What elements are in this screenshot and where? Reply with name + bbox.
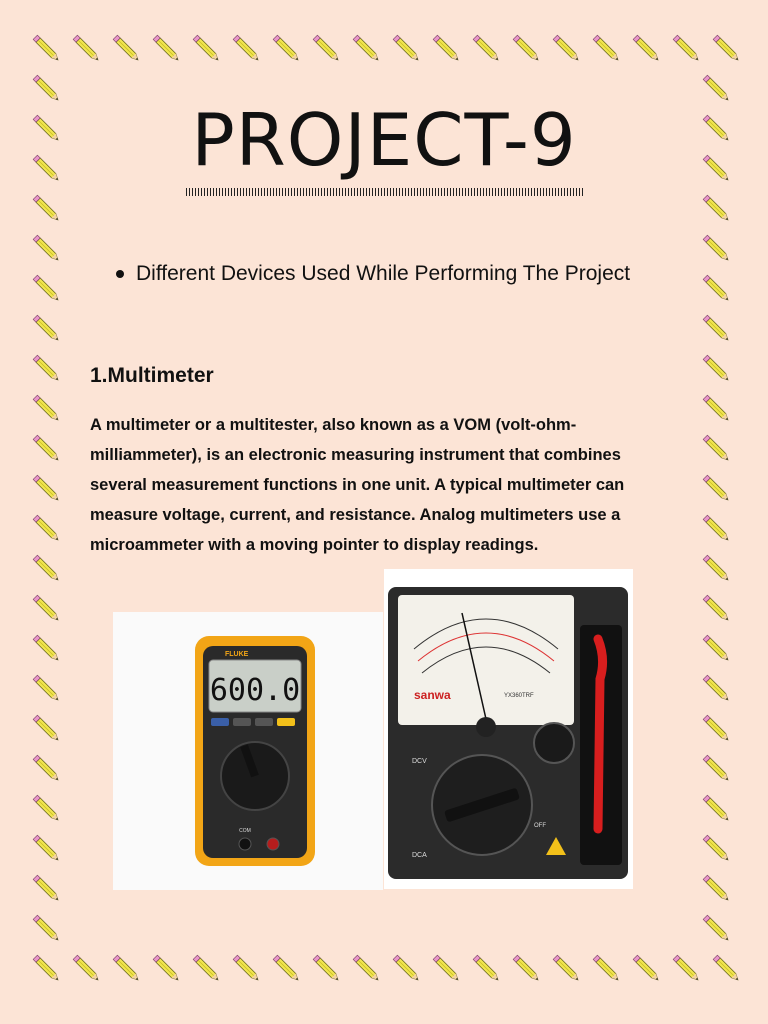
meter-brand-text: FLUKE: [225, 651, 249, 658]
pencil-icon: [703, 715, 730, 742]
pencil-icon: [273, 955, 300, 982]
pencil-icon: [153, 35, 180, 62]
pencil-icon: [353, 955, 380, 982]
pencil-icon: [33, 275, 60, 302]
pencil-icon: [703, 595, 730, 622]
pencil-icon: [33, 235, 60, 262]
pencil-icon: [33, 955, 60, 982]
pencil-icon: [113, 955, 140, 982]
pencil-icon: [673, 35, 700, 62]
meter-display-text: 600.0: [209, 673, 301, 708]
pencil-icon: [73, 35, 100, 62]
pencil-icon: [673, 955, 700, 982]
pencil-icon: [393, 955, 420, 982]
pencil-icon: [33, 355, 60, 382]
pencil-icon: [703, 395, 730, 422]
pencil-icon: [703, 635, 730, 662]
pencil-icon: [33, 75, 60, 102]
pencil-icon: [33, 795, 60, 822]
pencil-icon: [33, 675, 60, 702]
bullet-item: [116, 256, 656, 292]
pencil-icon: [633, 35, 660, 62]
bullet-dot-icon: [116, 270, 124, 278]
analog-dca-label: DCA: [412, 852, 427, 859]
pencil-icon: [33, 475, 60, 502]
pencil-icon: [703, 75, 730, 102]
pencil-icon: [33, 395, 60, 422]
pencil-icon: [703, 835, 730, 862]
analog-model-text: YX360TRF: [504, 693, 534, 699]
pencil-icon: [33, 35, 60, 62]
pencil-icon: [313, 35, 340, 62]
pencil-icon: [33, 875, 60, 902]
pencil-icon: [33, 715, 60, 742]
pencil-icon: [553, 35, 580, 62]
pencil-icon: [703, 275, 730, 302]
pencil-icon: [513, 35, 540, 62]
pencil-icon: [113, 35, 140, 62]
analog-dcv-label: DCV: [412, 758, 427, 765]
section-heading: 1.Multimeter: [90, 364, 214, 387]
pencil-icon: [433, 35, 460, 62]
pencil-icon: [33, 195, 60, 222]
pencil-icon: [33, 635, 60, 662]
pencil-icon: [313, 955, 340, 982]
analog-multimeter-illustration: [384, 569, 633, 889]
pencil-icon: [353, 35, 380, 62]
pencil-icon: [703, 675, 730, 702]
pencil-icon: [33, 915, 60, 942]
pencil-icon: [703, 755, 730, 782]
analog-off-label: OFF: [534, 823, 546, 829]
pencil-icon: [703, 235, 730, 262]
pencil-icon: [233, 955, 260, 982]
pencil-icon: [33, 315, 60, 342]
pencil-icon: [553, 955, 580, 982]
pencil-icon: [593, 955, 620, 982]
pencil-icon: [513, 955, 540, 982]
pencil-icon: [703, 795, 730, 822]
pencil-icon: [703, 555, 730, 582]
pencil-icon: [33, 435, 60, 462]
pencil-icon: [153, 955, 180, 982]
page-title: PROJECT-9: [191, 98, 577, 182]
pencil-icon: [703, 515, 730, 542]
pencil-icon: [473, 955, 500, 982]
pencil-icon: [703, 195, 730, 222]
pencil-icon: [713, 35, 740, 62]
digital-multimeter-photo: [113, 612, 383, 890]
title-underline: [186, 188, 584, 196]
pencil-icon: [703, 875, 730, 902]
pencil-icon: [593, 35, 620, 62]
pencil-icon: [703, 435, 730, 462]
pencil-icon: [703, 315, 730, 342]
pencil-icon: [473, 35, 500, 62]
pencil-icon: [703, 475, 730, 502]
pencil-icon: [193, 35, 220, 62]
pencil-icon: [433, 955, 460, 982]
pencil-icon: [713, 955, 740, 982]
pencil-icon: [393, 35, 420, 62]
analog-multimeter-photo: [384, 569, 633, 889]
pencil-icon: [193, 955, 220, 982]
bullet-text: Different Devices Used While Performing The Project: [136, 262, 631, 285]
pencil-icon: [33, 515, 60, 542]
pencil-icon: [33, 595, 60, 622]
pencil-icon: [703, 355, 730, 382]
pencil-icon: [703, 915, 730, 942]
pencil-icon: [33, 755, 60, 782]
body-paragraph: A multimeter or a multitester, also known as a VOM (volt-ohm-milliammeter), is an electronic measuring instrument that combines several measurement functions in one unit. A typical multimeter can measure voltage, current, and resistance. Analog multimeters use a microammeter with a moving pointer to display readings.: [90, 416, 625, 554]
pencil-icon: [33, 555, 60, 582]
pencil-icon: [273, 35, 300, 62]
digital-multimeter-illustration: [113, 612, 383, 890]
pencil-icon: [233, 35, 260, 62]
pencil-icon: [73, 955, 100, 982]
analog-brand-text: sanwa: [414, 688, 451, 702]
meter-com-label: COM: [239, 828, 251, 834]
pencil-icon: [633, 955, 660, 982]
pencil-icon: [33, 835, 60, 862]
